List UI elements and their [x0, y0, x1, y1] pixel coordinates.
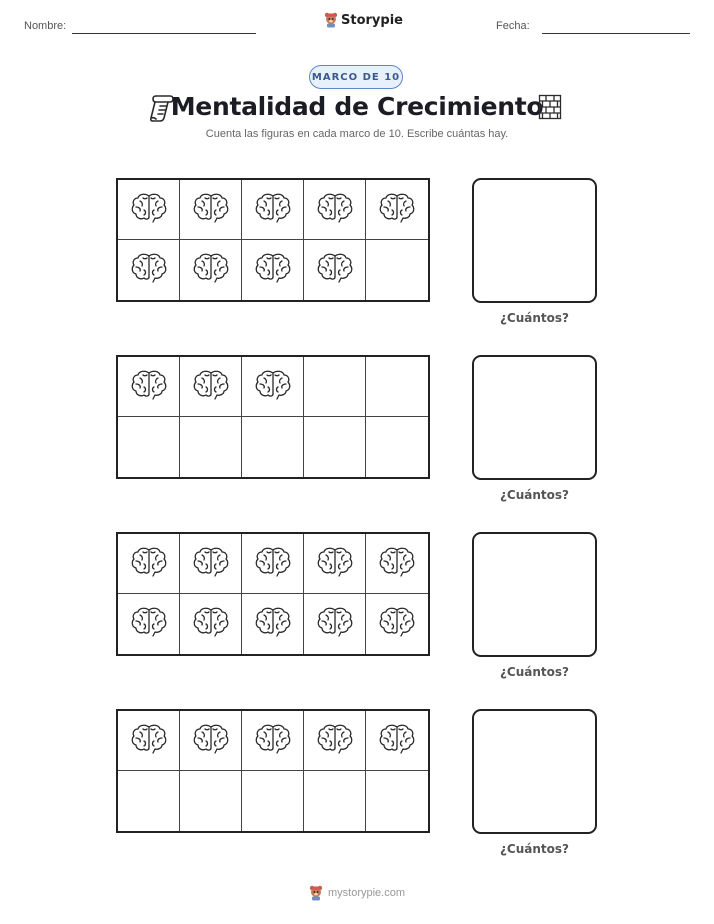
- brain-icon: [131, 606, 167, 642]
- how-many-label-4: ¿Cuántos?: [499, 842, 570, 856]
- ten-frame-1: [116, 178, 430, 302]
- frame-cell: [118, 711, 180, 771]
- footer-url: mystorypie.com: [327, 887, 406, 899]
- brain-icon: [131, 252, 167, 288]
- how-many-label-2: ¿Cuántos?: [499, 488, 570, 502]
- brain-icon: [193, 606, 229, 642]
- date-line[interactable]: [542, 33, 690, 34]
- frame-cell: [366, 594, 428, 654]
- frame-cell: [242, 240, 304, 300]
- brain-icon: [317, 546, 353, 582]
- brain-icon: [379, 723, 415, 759]
- brand-name: Storypie: [341, 12, 403, 28]
- frame-cell: [180, 240, 242, 300]
- frame-cell: [118, 534, 180, 594]
- brain-icon: [193, 369, 229, 405]
- worksheet-title: Mentalidad de Crecimiento: [170, 92, 544, 121]
- brain-icon: [131, 723, 167, 759]
- name-line[interactable]: [72, 33, 256, 34]
- footer: [0, 885, 714, 901]
- brain-icon: [255, 723, 291, 759]
- frame-cell: [304, 417, 366, 477]
- frame-cell: [366, 240, 428, 300]
- ten-frame-3: [116, 532, 430, 656]
- frame-cell: [180, 180, 242, 240]
- how-many-label-1: ¿Cuántos?: [499, 311, 570, 325]
- brain-icon: [193, 723, 229, 759]
- brain-icon: [379, 546, 415, 582]
- frame-cell: [366, 180, 428, 240]
- frame-cell: [304, 240, 366, 300]
- frame-cell: [180, 417, 242, 477]
- frame-cell: [242, 417, 304, 477]
- brain-icon: [131, 369, 167, 405]
- frame-cell: [366, 771, 428, 831]
- worksheet-type-badge: MARCO DE 10: [309, 65, 403, 89]
- bear-mascot-icon: [309, 885, 323, 901]
- brain-icon: [255, 192, 291, 228]
- brain-icon: [131, 546, 167, 582]
- frame-cell: [242, 357, 304, 417]
- brain-icon: [317, 252, 353, 288]
- brain-icon: [379, 192, 415, 228]
- answer-box-4[interactable]: [472, 709, 597, 834]
- frame-cell: [118, 180, 180, 240]
- brain-icon: [317, 192, 353, 228]
- frame-cell: [118, 594, 180, 654]
- frame-cell: [118, 357, 180, 417]
- brain-icon: [255, 252, 291, 288]
- answer-box-1[interactable]: [472, 178, 597, 303]
- frame-cell: [242, 180, 304, 240]
- frame-cell: [304, 357, 366, 417]
- frame-cell: [366, 534, 428, 594]
- frame-cell: [180, 357, 242, 417]
- brain-icon: [317, 606, 353, 642]
- bear-mascot-icon: [324, 12, 338, 28]
- brain-icon: [255, 546, 291, 582]
- frame-cell: [118, 771, 180, 831]
- frame-cell: [180, 771, 242, 831]
- brand-logo: [324, 12, 403, 28]
- frame-cell: [242, 711, 304, 771]
- frame-cell: [304, 180, 366, 240]
- brain-icon: [379, 606, 415, 642]
- ten-frame-2: [116, 355, 430, 479]
- brain-icon: [193, 546, 229, 582]
- how-many-label-3: ¿Cuántos?: [499, 665, 570, 679]
- brain-icon: [193, 252, 229, 288]
- frame-cell: [242, 594, 304, 654]
- frame-cell: [366, 711, 428, 771]
- answer-box-3[interactable]: [472, 532, 597, 657]
- brain-icon: [255, 369, 291, 405]
- frame-cell: [366, 417, 428, 477]
- brain-icon: [317, 723, 353, 759]
- brick-wall-icon: [538, 94, 562, 120]
- frame-cell: [118, 417, 180, 477]
- frame-cell: [180, 534, 242, 594]
- instructions: Cuenta las figuras en cada marco de 10. Escribe cuántas hay.: [205, 128, 509, 140]
- frame-cell: [304, 594, 366, 654]
- name-label: Nombre:: [24, 20, 67, 32]
- ten-frame-4: [116, 709, 430, 833]
- frame-cell: [118, 240, 180, 300]
- brain-icon: [131, 192, 167, 228]
- brain-icon: [255, 606, 291, 642]
- frame-cell: [304, 711, 366, 771]
- frame-cell: [242, 771, 304, 831]
- date-label: Fecha:: [496, 20, 530, 32]
- frame-cell: [366, 357, 428, 417]
- answer-box-2[interactable]: [472, 355, 597, 480]
- brain-icon: [193, 192, 229, 228]
- frame-cell: [304, 771, 366, 831]
- frame-cell: [180, 594, 242, 654]
- frame-cell: [304, 534, 366, 594]
- frame-cell: [242, 534, 304, 594]
- frame-cell: [180, 711, 242, 771]
